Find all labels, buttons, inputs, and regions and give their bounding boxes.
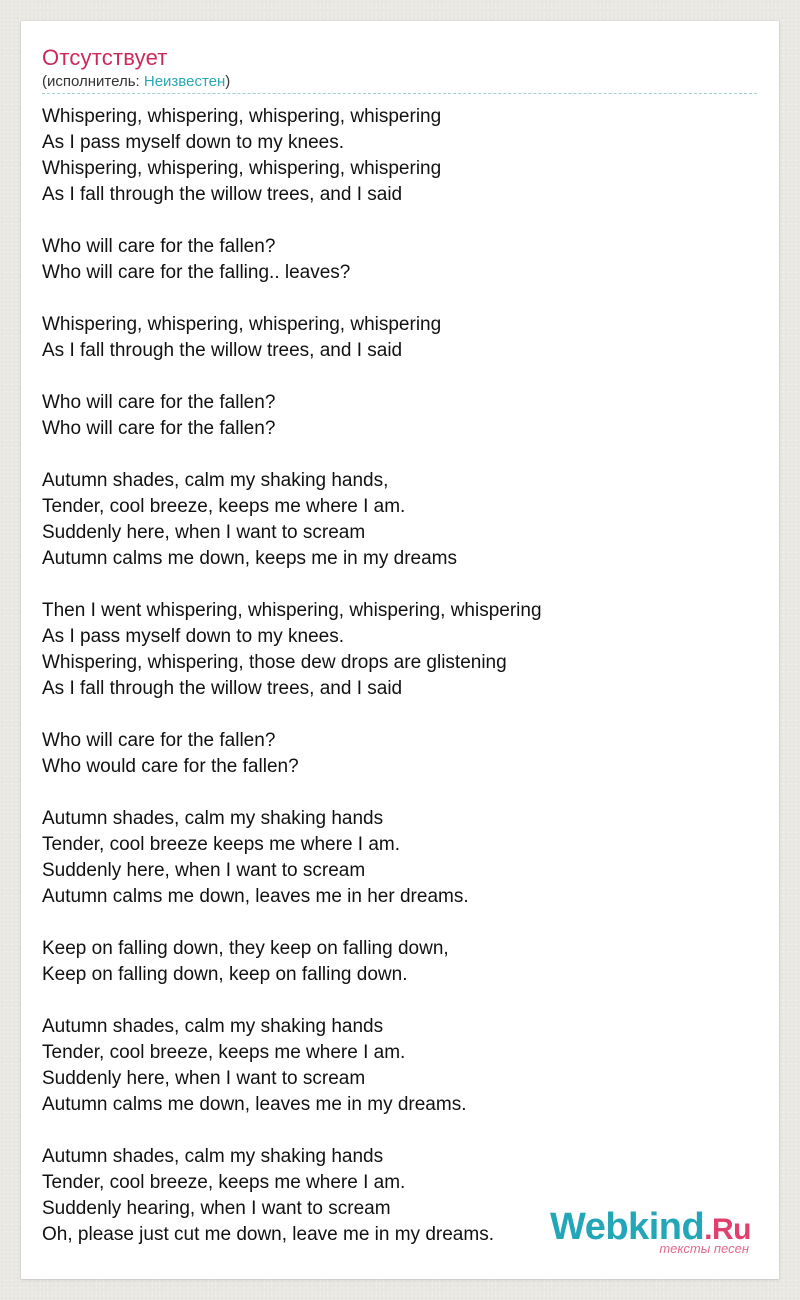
lyric-line: Autumn shades, calm my shaking hands (42, 1016, 384, 1037)
lyric-line: Tender, cool breeze, keeps me where I am. (42, 1042, 406, 1063)
lyrics-stanza (42, 598, 762, 702)
lyric-line: As I fall through the willow trees, and I said (42, 678, 403, 699)
lyrics-stanza (42, 728, 762, 780)
lyric-line: Whispering, whispering, those dew drops are glistening (42, 652, 507, 673)
lyric-line: Whispering, whispering, whispering, whispering (42, 106, 442, 127)
lyrics-stanza (42, 312, 762, 364)
lyric-line: Autumn calms me down, keeps me in my dreams (42, 548, 457, 569)
lyric-line: Who will care for the fallen? (42, 418, 276, 439)
lyric-line: Suddenly here, when I want to scream (42, 522, 366, 543)
lyrics-stanza (42, 936, 762, 988)
lyric-line: Autumn calms me down, leaves me in my dreams. (42, 1094, 467, 1115)
lyrics-body (42, 104, 762, 1274)
lyrics-card (21, 21, 779, 1279)
lyric-line: Autumn shades, calm my shaking hands, (42, 470, 389, 491)
lyric-line: As I fall through the willow trees, and I said (42, 340, 403, 361)
lyric-line: As I pass myself down to my knees. (42, 132, 345, 153)
lyric-line: Keep on falling down, keep on falling down. (42, 964, 408, 985)
lyric-line: Then I went whispering, whispering, whispering, whispering (42, 600, 542, 621)
lyric-line: Autumn shades, calm my shaking hands (42, 1146, 384, 1167)
lyrics-stanza (42, 234, 762, 286)
lyric-line: Keep on falling down, they keep on falling down, (42, 938, 449, 959)
lyric-line: Autumn calms me down, leaves me in her dreams. (42, 886, 469, 907)
lyrics-stanza (42, 1014, 762, 1118)
lyric-line: Who would care for the fallen? (42, 756, 299, 777)
lyric-line: Who will care for the falling.. leaves? (42, 262, 351, 283)
lyric-line: Suddenly here, when I want to scream (42, 1068, 366, 1089)
watermark-brand-name: Webkind (550, 1206, 705, 1248)
site-watermark (550, 1208, 751, 1255)
lyrics-stanza (42, 390, 762, 442)
dashed-divider (42, 93, 757, 94)
lyric-line: As I pass myself down to my knees. (42, 626, 345, 647)
lyric-line: Tender, cool breeze, keeps me where I am. (42, 1172, 406, 1193)
lyric-line: Autumn shades, calm my shaking hands (42, 808, 384, 829)
artist-line (42, 73, 230, 91)
lyric-line: Who will care for the fallen? (42, 236, 276, 257)
lyric-line: As I fall through the willow trees, and I said (42, 184, 403, 205)
lyric-line: Whispering, whispering, whispering, whispering (42, 158, 442, 179)
song-title: Отсутствует (42, 45, 168, 70)
artist-link[interactable]: Неизвестен (143, 73, 226, 90)
watermark-tld: .Ru (704, 1213, 751, 1246)
lyric-line: Tender, cool breeze keeps me where I am. (42, 834, 401, 855)
artist-prefix: (исполнитель: (42, 73, 144, 90)
lyrics-stanza (42, 104, 762, 208)
lyrics-stanza (42, 468, 762, 572)
lyric-line: Who will care for the fallen? (42, 392, 276, 413)
lyrics-stanza (42, 806, 762, 910)
lyric-line: Whispering, whispering, whispering, whispering (42, 314, 442, 335)
lyric-line: Oh, please just cut me down, leave me in my dreams. (42, 1224, 494, 1245)
lyric-line: Who will care for the fallen? (42, 730, 276, 751)
lyric-line: Suddenly hearing, when I want to scream (42, 1198, 391, 1219)
watermark-tagline: тексты песен (659, 1241, 749, 1256)
lyric-line: Tender, cool breeze, keeps me where I am. (42, 496, 406, 517)
artist-suffix: ) (225, 73, 231, 90)
lyric-line: Suddenly here, when I want to scream (42, 860, 366, 881)
